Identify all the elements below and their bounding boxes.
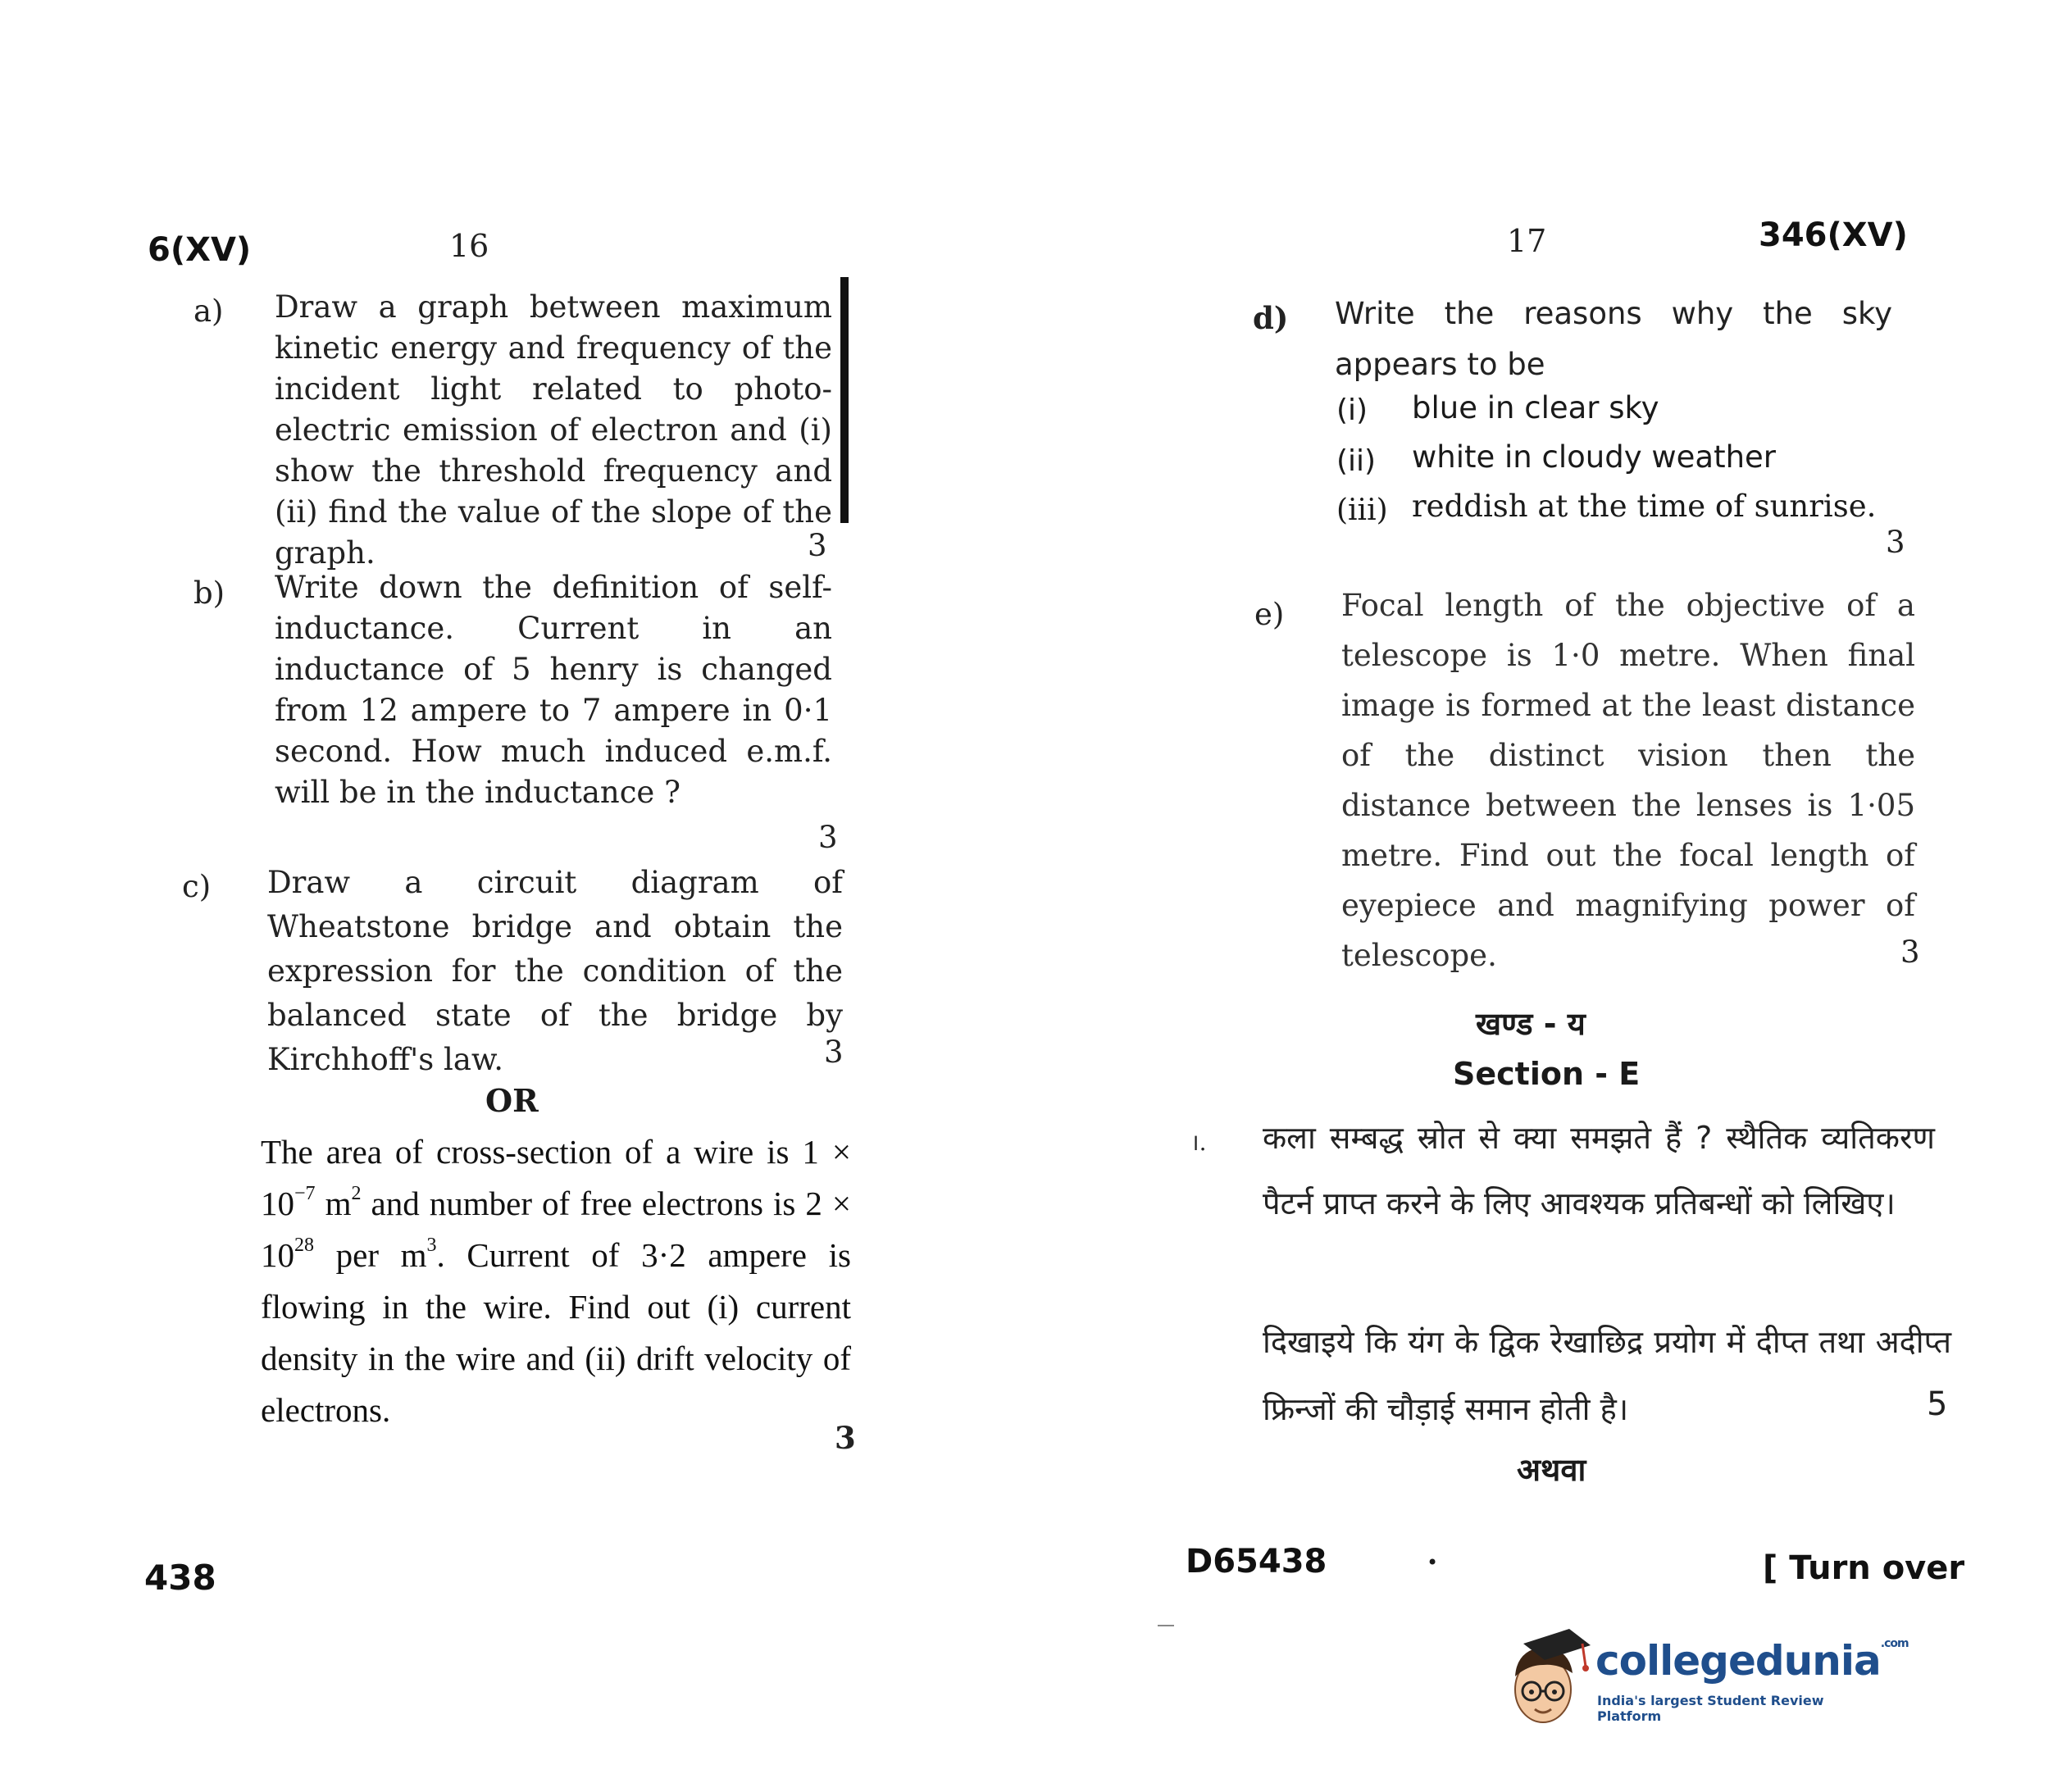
brand-tagline: India's largest Student Review Platform bbox=[1597, 1693, 1824, 1724]
brand-name: collegedunia$^{.com}$ bbox=[1595, 1637, 1909, 1685]
question-a-label: a) bbox=[193, 293, 224, 329]
question-d-item-2-num: (ii) bbox=[1336, 444, 1377, 478]
question-hindi-paragraph-2: दिखाइये कि यंग के द्विक रेखाछिद्र प्रयोग में दीप्त तथा अदीप्त फ्रिन्जों की चौड़ाई समान होती है। bbox=[1263, 1324, 1951, 1427]
right-page-number: 17 bbox=[1507, 223, 1547, 259]
question-b-marks: 3 bbox=[818, 820, 838, 855]
or-label: OR bbox=[485, 1082, 539, 1119]
mascot-icon bbox=[1500, 1619, 1599, 1734]
scan-dash-mark bbox=[1158, 1625, 1174, 1626]
question-hindi-marks: 5 bbox=[1927, 1385, 1948, 1423]
alt-question-marks: 3 bbox=[835, 1420, 856, 1456]
question-c-text: Draw a circuit diagram of Wheatstone bridge and obtain the expression for the condition of the balanced state of the bridge by Kirchhoff's law. bbox=[267, 865, 843, 1077]
question-b-text: Write down the definition of self-inductance. Current in an inductance of 5 henry is changed from 12 ampere to 7 ampere in 0·1 second. How much induced e.m.f. will be in the inductance ? bbox=[275, 570, 832, 810]
question-e-text: Focal length of the objective of a telescope is 1·0 metre. When final image is formed at the least distance of the distinct vision then the distance between the lenses is 1·05 metre. Find out the focal length of eyepiece and magnifying power of telescope. bbox=[1341, 588, 1915, 973]
question-b-label: b) bbox=[193, 575, 225, 611]
question-d-text: Write the reasons why the sky appears to be bbox=[1335, 296, 1892, 382]
question-d-item-1-text: blue in clear sky bbox=[1412, 390, 1659, 425]
question-c-label: c) bbox=[182, 869, 212, 904]
question-a-marks: 3 bbox=[808, 528, 827, 563]
question-d-item-2-text: white in cloudy weather bbox=[1412, 439, 1776, 475]
question-hindi-paragraph-1: कला सम्बद्ध स्रोत से क्या समझते हैं ? स्थैतिक व्यतिकरण पैटर्न प्राप्त करने के लिए आवश्यक प्रतिबन्धों को लिखिए। bbox=[1263, 1120, 1935, 1221]
question-e-label: e) bbox=[1254, 597, 1285, 632]
left-footer-code: 438 bbox=[144, 1558, 216, 1598]
alt-question-text: The area of cross-section of a wire is $1 \times 10^{-7}$ $m^2$ and number of free electrons is $2 \times 10^{28}$ per $m^3$. Current of 3·2 ampere is flowing in the wire. Find out (i) current density in the wire and (ii) drift velocity of electrons. bbox=[261, 1133, 851, 1429]
scan-edge-mark bbox=[840, 277, 849, 523]
question-hindi-label: ।. bbox=[1190, 1129, 1207, 1156]
question-c-marks: 3 bbox=[824, 1035, 844, 1070]
question-d-item-3-num: (iii) bbox=[1336, 493, 1388, 527]
question-e-marks: 3 bbox=[1900, 935, 1920, 970]
right-footer-dot: • bbox=[1427, 1551, 1439, 1574]
question-d-marks: 3 bbox=[1886, 525, 1905, 560]
right-page-code: 346(XV) bbox=[1759, 216, 1908, 254]
section-heading-hindi: खण्ड - य bbox=[1476, 1006, 1586, 1042]
section-heading-english: Section - E bbox=[1453, 1056, 1641, 1092]
left-page-number: 16 bbox=[449, 228, 489, 264]
question-d-label: d) bbox=[1253, 300, 1289, 336]
right-footer-code: D65438 bbox=[1186, 1543, 1327, 1581]
collegedunia-watermark bbox=[1500, 1619, 1909, 1742]
question-a-text: Draw a graph between maximum kinetic energy and frequency of the incident light related to photo-electric emission of electron and (i) show the threshold frequency and (ii) find the value of the slope of the graph. bbox=[275, 289, 832, 571]
or-hindi-label: अथवा bbox=[1517, 1452, 1586, 1488]
question-d-item-3-text: reddish at the time of sunrise. bbox=[1412, 489, 1877, 524]
left-page-code: 6(XV) bbox=[148, 231, 252, 269]
question-d-item-1-num: (i) bbox=[1336, 393, 1368, 427]
right-footer-turn-over: [ Turn over bbox=[1763, 1549, 1965, 1587]
